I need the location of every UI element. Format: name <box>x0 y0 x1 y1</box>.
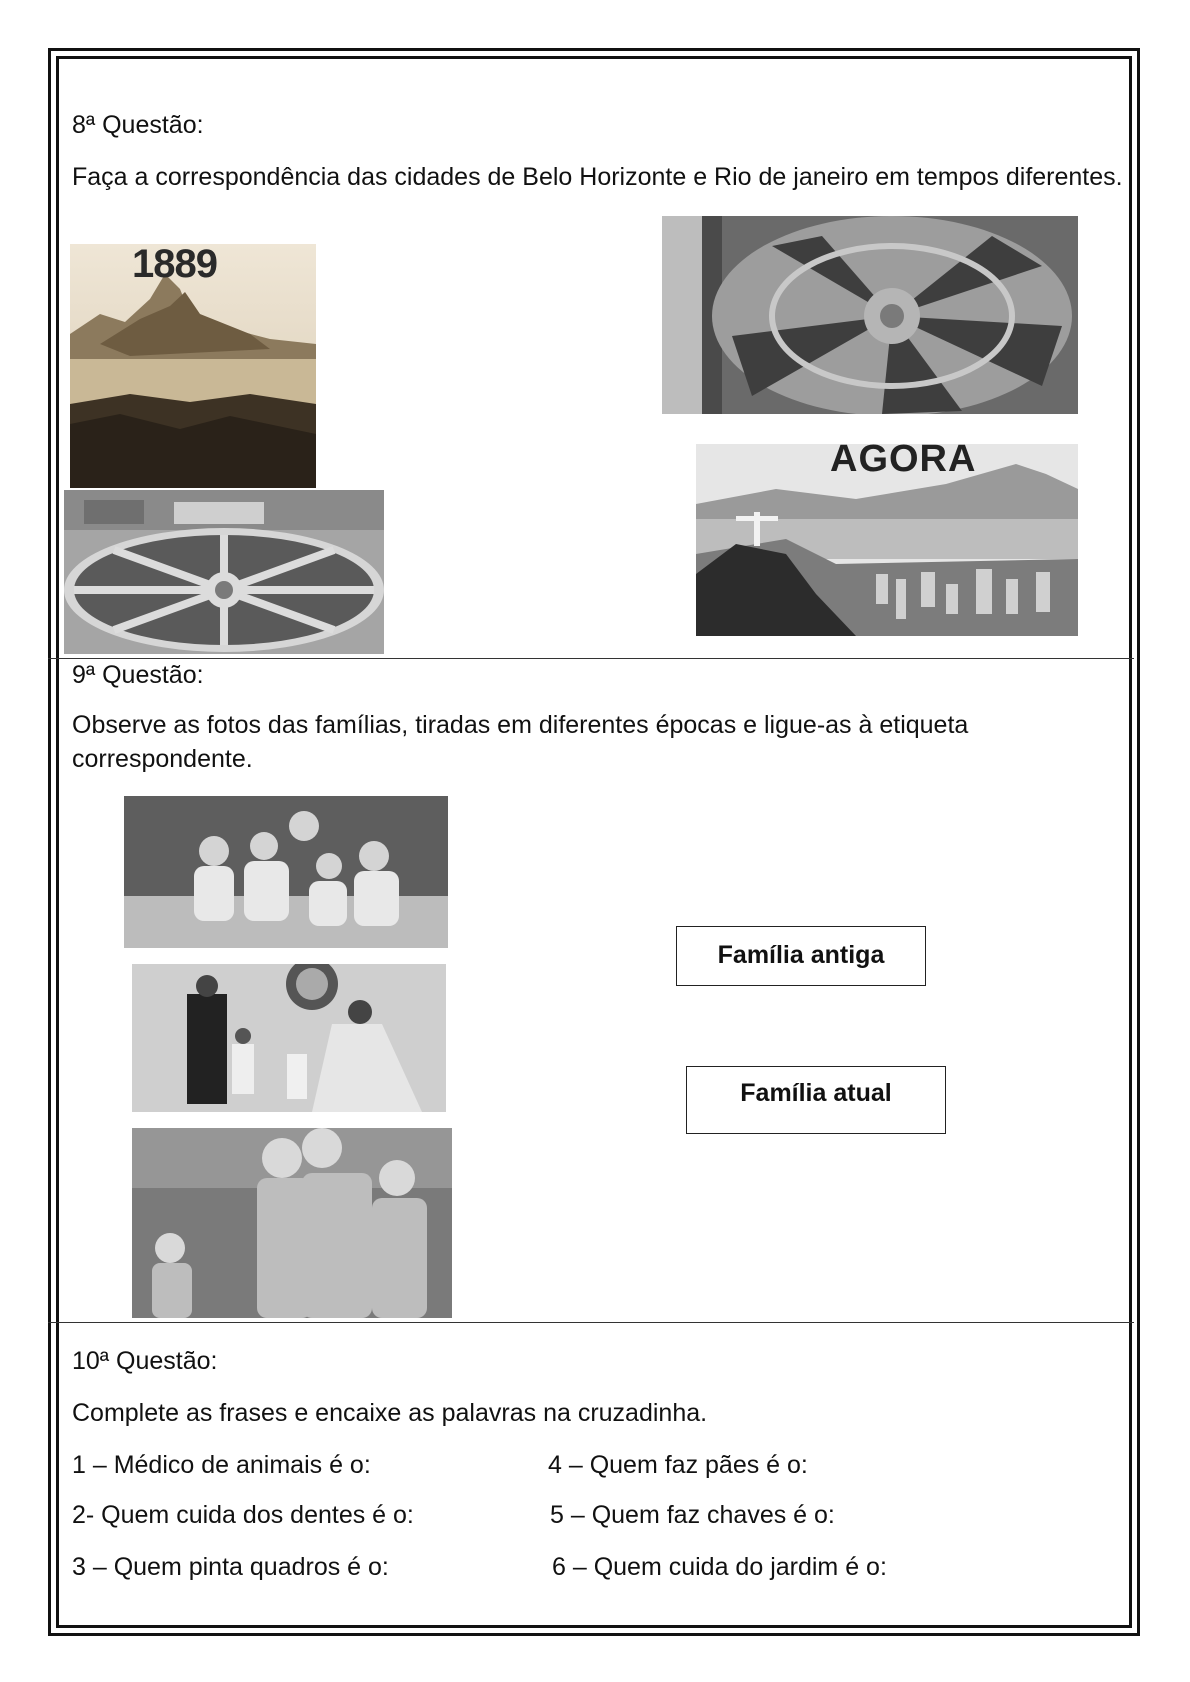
stamp-1889: 1889 <box>132 244 217 286</box>
q10-title: 10ª Questão: <box>72 1347 218 1375</box>
divider-q8-q9 <box>48 658 1134 659</box>
photo-praca-antiga <box>64 490 384 654</box>
label-familia-atual[interactable]: Família atual <box>686 1066 946 1134</box>
photo-praca-atual <box>662 216 1078 414</box>
photo-familia-3 <box>132 1128 452 1318</box>
q10-item-4: 4 – Quem faz pães é o: <box>548 1451 808 1479</box>
photo-familia-1 <box>124 796 448 948</box>
q8-title: 8ª Questão: <box>72 111 204 139</box>
divider-q9-q10 <box>48 1322 1134 1323</box>
photo-rio-agora <box>696 444 1078 636</box>
label-familia-antiga[interactable]: Família antiga <box>676 926 926 986</box>
q10-instruction: Complete as frases e encaixe as palavras na cruzadinha. <box>72 1399 708 1427</box>
photo-rio-1889 <box>70 244 316 488</box>
q8-instruction: Faça a correspondência das cidades de Belo Horizonte e Rio de janeiro em tempos diferentes. <box>72 163 1123 191</box>
q10-item-2: 2- Quem cuida dos dentes é o: <box>72 1501 414 1529</box>
q10-item-5: 5 – Quem faz chaves é o: <box>550 1501 835 1529</box>
q10-item-6: 6 – Quem cuida do jardim é o: <box>552 1553 887 1581</box>
q10-item-1: 1 – Médico de animais é o: <box>72 1451 371 1479</box>
q10-item-3: 3 – Quem pinta quadros é o: <box>72 1553 389 1581</box>
q9-instruction: Observe as fotos das famílias, tiradas em diferentes épocas e ligue-as à etiqueta correspondente. <box>72 711 969 773</box>
stamp-agora: AGORA <box>830 444 977 480</box>
q9-title: 9ª Questão: <box>72 661 204 689</box>
photo-familia-2 <box>132 964 446 1112</box>
